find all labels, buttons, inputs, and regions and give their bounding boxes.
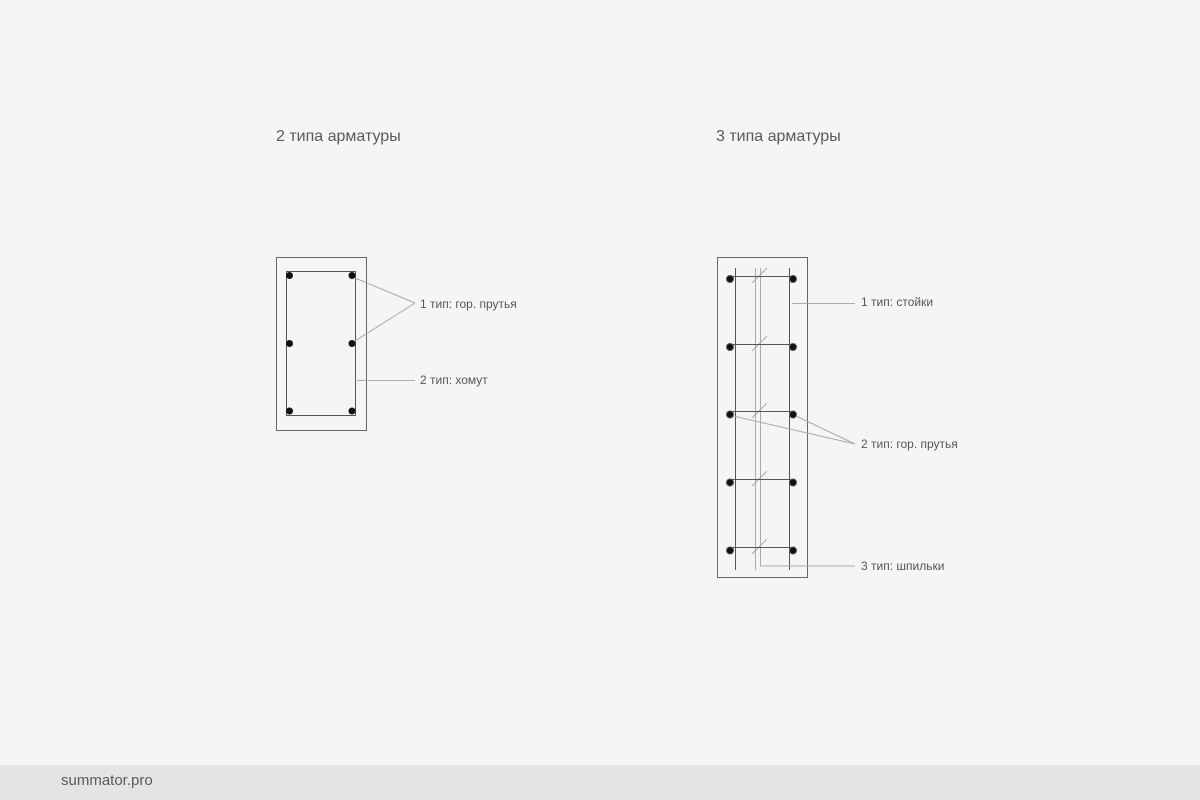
rebar-dot	[790, 547, 797, 554]
right-label-type1: 1 тип: стойки	[861, 295, 934, 309]
left-rebars	[286, 272, 356, 415]
right-pins	[752, 268, 855, 570]
rebar-dot	[727, 276, 734, 283]
right-diagram	[718, 258, 958, 578]
footer-site-link[interactable]: summator.pro	[61, 772, 153, 789]
right-diagram-title: 3 типа арматуры	[716, 128, 841, 145]
left-diagram	[277, 258, 517, 431]
left-leader-lines	[355, 278, 415, 381]
rebar-dot	[727, 411, 734, 418]
rebar-dot	[727, 547, 734, 554]
rebar-dot	[349, 272, 356, 279]
right-leader-lines	[733, 304, 855, 445]
rebar-dot	[790, 479, 797, 486]
rebar-dot	[286, 272, 293, 279]
rebar-dot	[286, 340, 293, 347]
right-label-type3: 3 тип: шпильки	[861, 559, 945, 573]
left-stirrup	[287, 272, 356, 416]
right-vertical-posts	[736, 268, 790, 570]
rebar-dot	[727, 344, 734, 351]
rebar-dot	[790, 276, 797, 283]
rebar-dot	[727, 479, 734, 486]
rebar-dot	[790, 411, 797, 418]
left-label-type1: 1 тип: гор. прутья	[420, 297, 517, 311]
rebar-dot	[349, 408, 356, 415]
right-label-type2: 2 тип: гор. прутья	[861, 437, 958, 451]
right-rebars	[727, 276, 797, 555]
footer-bar	[0, 765, 1200, 800]
right-horizontal-bars	[730, 277, 793, 548]
left-diagram-title: 2 типа арматуры	[276, 128, 401, 145]
rebar-dot	[349, 340, 356, 347]
left-label-type2: 2 тип: хомут	[420, 373, 488, 387]
rebar-dot	[286, 408, 293, 415]
rebar-dot	[790, 344, 797, 351]
